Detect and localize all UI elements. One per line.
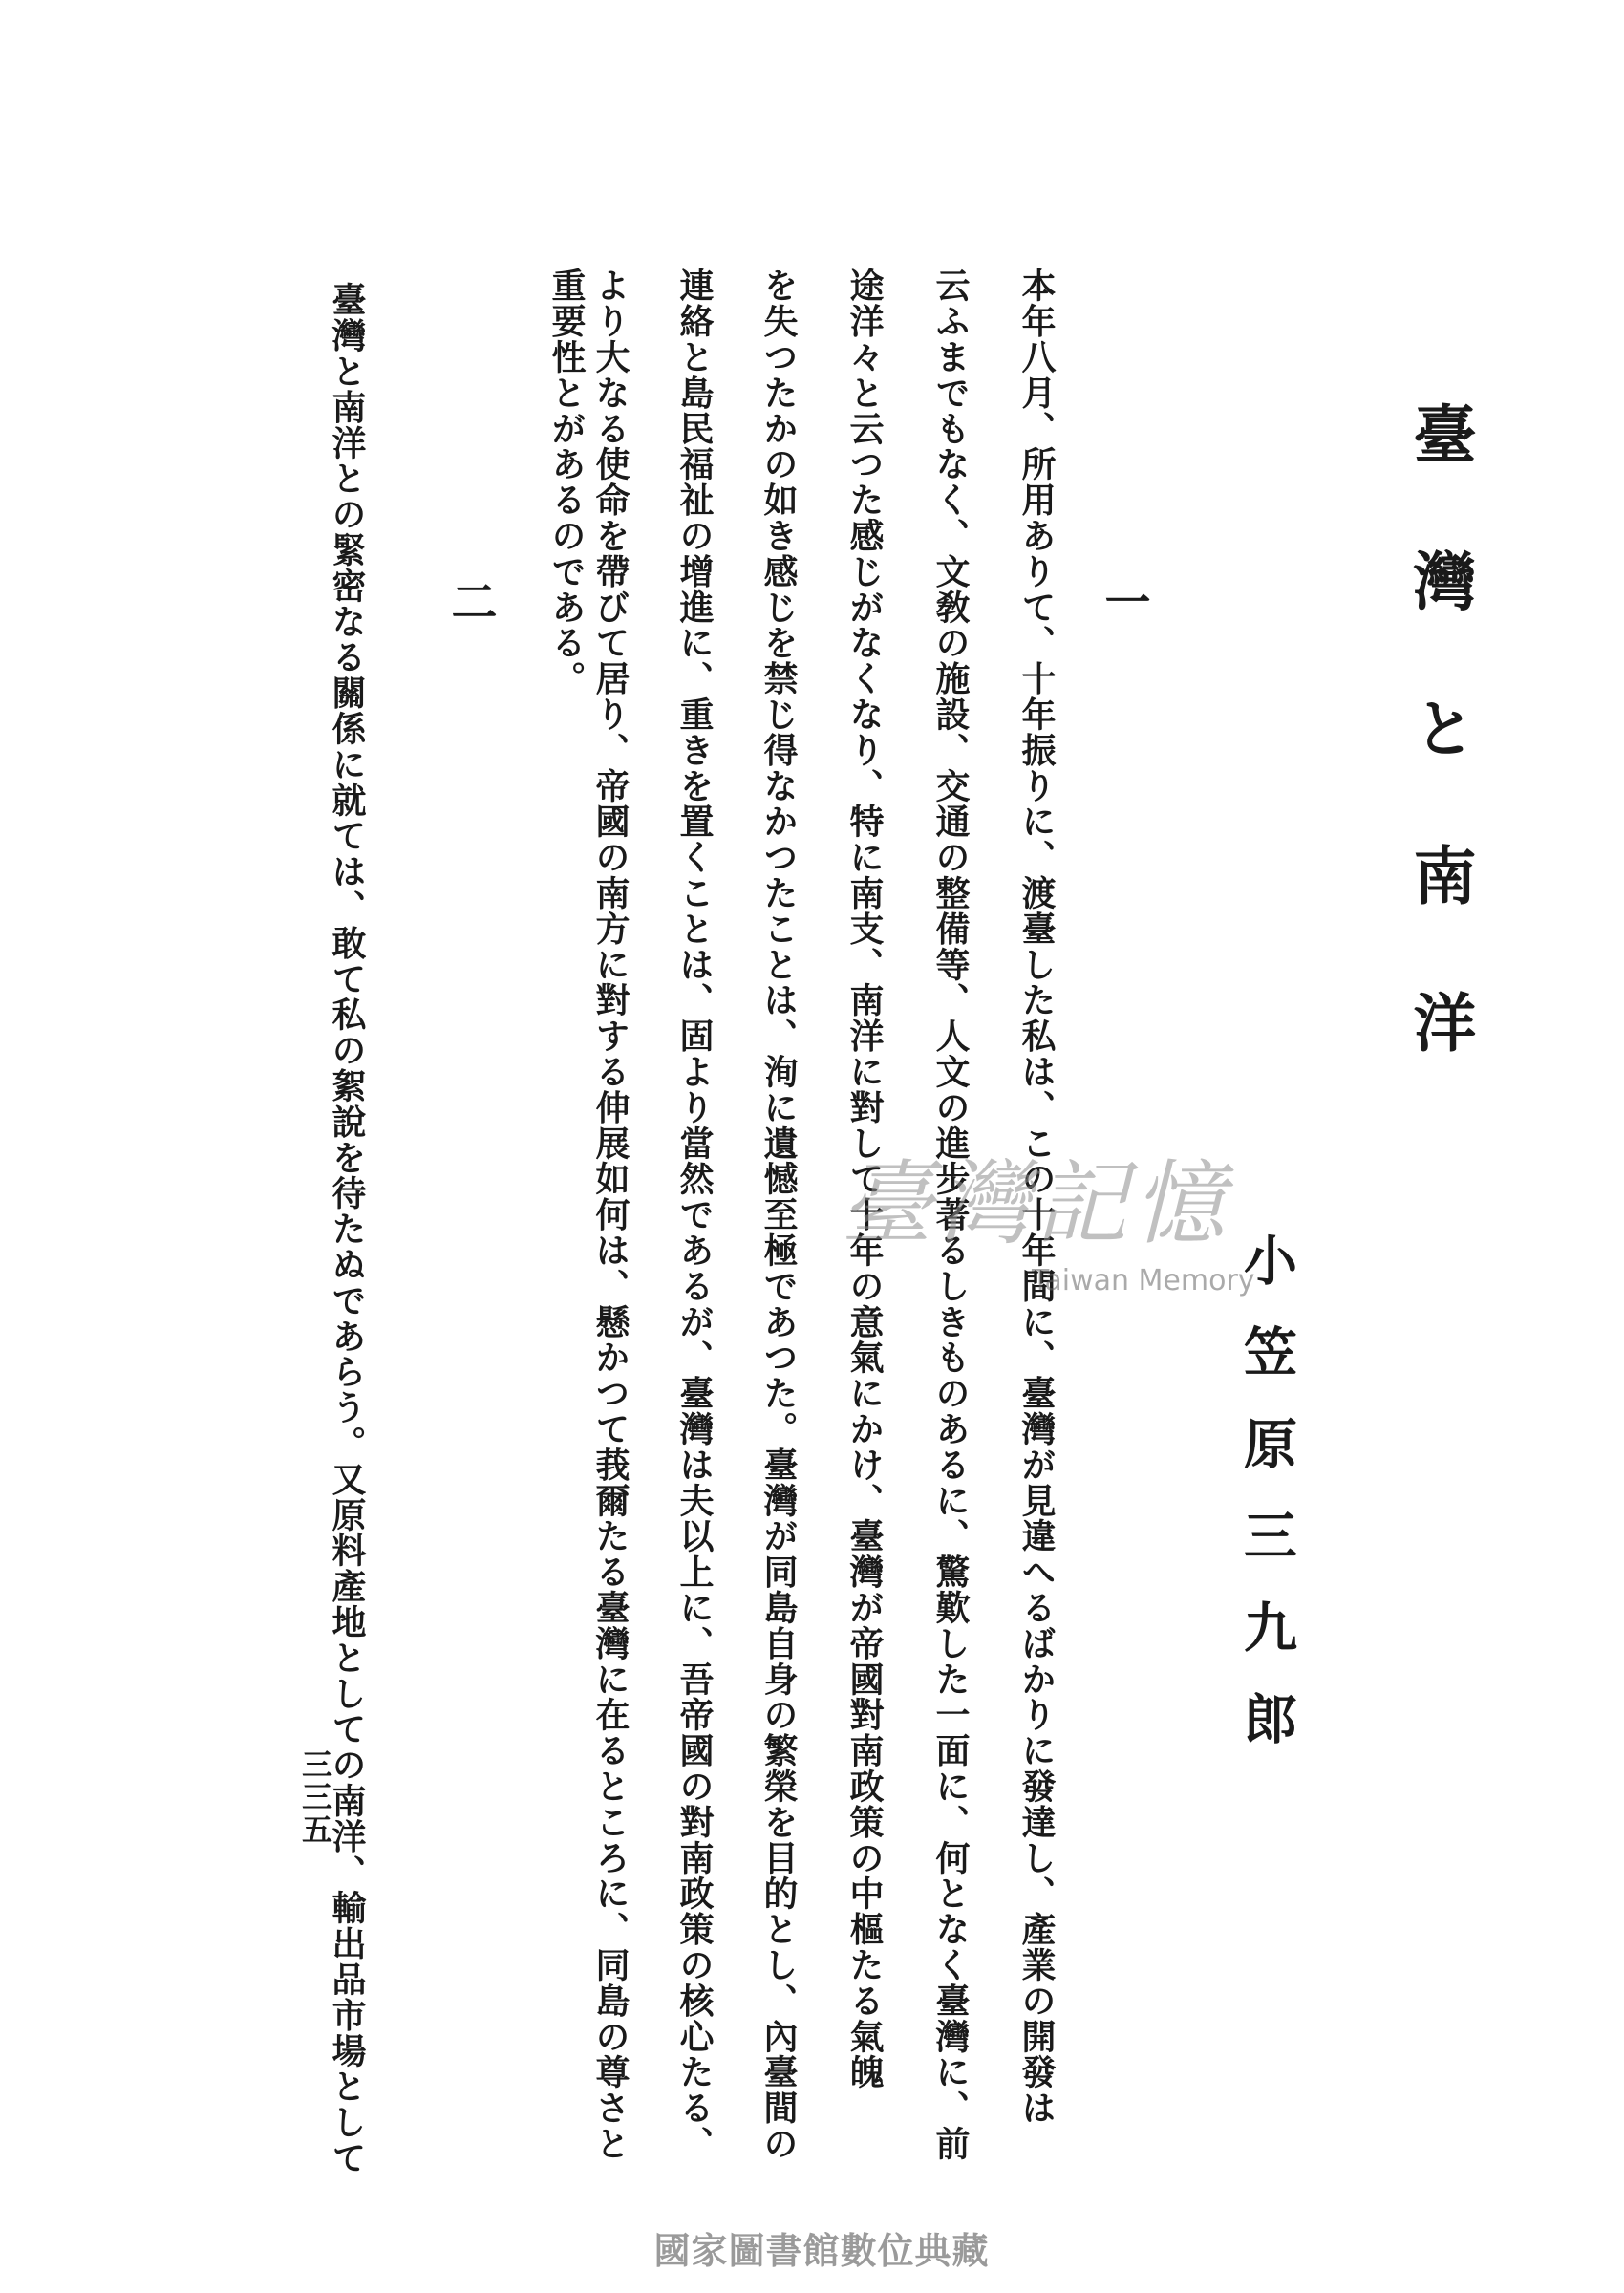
body-line: 連絡と島民福祉の增進に、重きを置くことは、固より當然であるが、臺灣は夫以上に、吾帝國の對南政策の核心たる、 xyxy=(674,268,715,2162)
watermark-chinese-text: 臺灣記憶 xyxy=(841,1150,1230,1257)
body-line: より大なる使命を帶びて居り、帝國の南方に對する伸展如何は、懸かつて莪爾たる臺灣に在るところに、同島の尊さと xyxy=(590,268,630,2162)
body-line: 臺灣と南洋との緊密なる關係に就ては、敢て私の絮說を待たぬであらう。又原料產地としての南洋、輸出品市場として xyxy=(327,282,367,2176)
section-2-number: 二 xyxy=(443,578,497,624)
body-line: 本年八月、所用ありて、十年振りに、渡臺した私は、この十年間に、臺灣が見違へるばかりに發達し、產業の開發は xyxy=(1016,268,1057,2126)
author-name: 小笠原三九郎 xyxy=(1235,1232,1298,1783)
body-line: 途洋々と云つた感じがなくなり、特に南支、南洋に對して十年の意氣にかけ、臺灣が帝國對南政策の中樞たる氣魄 xyxy=(844,268,885,2090)
watermark-english-text: Taiwan Memory xyxy=(1032,1264,1255,1297)
body-line: を失つたかの如き感じを禁じ得なかつたことは、洵に遺憾至極であつた。臺灣が同島自身の繁榮を目的とし、內臺間の xyxy=(759,268,799,2162)
library-footer: 國家圖書館數位典藏 xyxy=(653,2230,990,2272)
body-line: 云ふまでもなく、文敎の施設、交通の整備等、人文の進步著るしきものあるに、驚歎した一面に、何となく臺灣に、前 xyxy=(930,268,971,2162)
page-number: 三三五 xyxy=(297,1748,333,1846)
body-line: 重要性とがあるのである。 xyxy=(546,268,587,696)
article-title: 臺灣と南洋 xyxy=(1402,401,1477,1137)
section-1-number: 一 xyxy=(1097,578,1150,624)
